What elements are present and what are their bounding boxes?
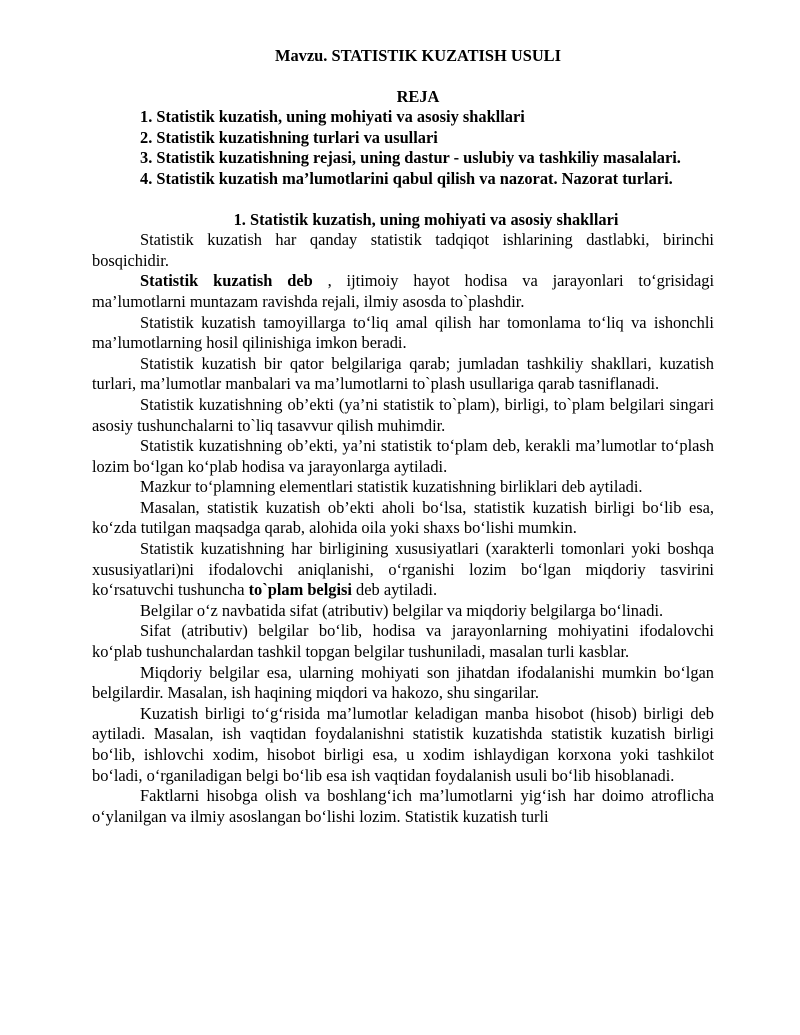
paragraph-3: Statistik kuzatish tamoyillarga to‘liq amal qilish har tomonlama to‘liq va ishonchli ma’lumotlarning hosil qilinishiga imkon beradi. [92,312,714,353]
paragraph-11: Sifat (atributiv) belgilar bo‘lib, hodisa va jarayonlarning mohiyatini ifodalovchi ko‘plab tushunchalardan tashkil topgan belgilar tushuniladi, masalan turli kasblar. [92,621,714,662]
term-plam-belgisi: to`plam belgisi [248,580,352,600]
definition-text: , ijtimoiy hayot hodisa va jarayonlari to‘grisidagi ma’lumotlarni muntazam ravishda rejali, ilmiy asosda to`plashdir. [92,271,714,311]
definition-term: Statistik kuzatish deb [140,271,313,291]
paragraph-5: Statistik kuzatishning ob’ekti (ya’ni statistik to`plam), birligi, to`plam belgilari singari asosiy tushunchalarni to`liq tasavvur qilish muhimdir. [92,394,714,435]
paragraph-13: Kuzatish birligi to‘g‘risida ma’lumotlar keladigan manba hisobot (hisob) birligi deb aytiladi. Masalan, ish vaqtidan foydalanishni statistik kuzatishda statistik kuzatish birligi bo‘lib, ishlovchi xodim, hisobot birligi esa, u xodim ishlaydigan korxona yoki tashkilot bo‘ladi, o‘rganiladigan belgi bo‘lib esa ish vaqtidan foydalanish usuli bo‘lib hisoblanadi. [92,703,714,785]
document-title: Mavzu. STATISTIK KUZATISH USULI [275,46,561,65]
plan-heading: REJA [396,86,440,106]
paragraph-14: Faktlarni hisobga olish va boshlang‘ich ma’lumotlarni yig‘ish har doimo atroflicha o‘ylanilgan va ilmiy asoslangan bo‘lishi lozim. Statistik kuzatish turli [92,786,714,826]
paragraph-9 [92,539,714,601]
plan-item-4: 4. Statistik kuzatish ma’lumotlarini qabul qilish va nazorat. Nazorat turlari. [140,168,673,188]
paragraph-1: Statistik kuzatish har qanday statistik tadqiqot ishlarining dastlabki, birinchi bosqichidir. [92,230,714,270]
plan-item-3: 3. Statistik kuzatishning rejasi, uning dastur - uslubiy va tashkiliy masalalari. [140,148,681,168]
paragraph-12: Miqdoriy belgilar esa, ularning mohiyati son jihatdan ifodalanishi mumkin bo‘lgan belgilardir. Masalan, ish haqining miqdori va hakozo, shu singarilar. [92,662,714,703]
paragraph-9-text: Statistik kuzatishning har birligining xususiyatlari (xarakterli tomonlari yoki boshqa xususiyatlari)ni ifodalovchi aniqlanishi, o‘rganishi lozim bo‘lgan miqdoriy tasvirini ko‘rsatuvchi tushuncha [92,539,714,600]
paragraph-9-end: deb aytiladi. [351,580,438,600]
plan-item-1: 1. Statistik kuzatish, uning mohiyati va asosiy shakllari [140,107,525,127]
section-heading: 1. Statistik kuzatish, uning mohiyati va asosiy shakllari [233,209,619,229]
paragraph-4: Statistik kuzatish bir qator belgilariga qarab; jumladan tashkiliy shakllari, kuzatish turlari, ma’lumotlar manbalari va ma’lumotlarni to`plash usullariga qarab tasniflanadi. [92,353,714,394]
document-body [92,46,714,827]
paragraph-7: Mazkur to‘plamning elementlari statistik kuzatishning birliklari deb aytiladi. [140,477,643,497]
plan-item-2: 2. Statistik kuzatishning turlari va usullari [140,127,438,147]
paragraph-10: Belgilar o‘z navbatida sifat (atributiv) belgilar va miqdoriy belgilarga bo‘linadi. [140,600,664,620]
paragraph-2 [92,271,714,312]
paragraph-8: Masalan, statistik kuzatish ob’ekti aholi bo‘lsa, statistik kuzatish birligi bo‘lib esa, ko‘zda tutilgan maqsadga qarab, alohida oila yoki shaxs bo‘lishi mumkin. [92,497,714,538]
paragraph-6: Statistik kuzatishning ob’ekti, ya’ni statistik to‘plam deb, kerakli ma’lumotlar to‘plash lozim bo‘lgan ko‘plab hodisa va jarayonlarga aytiladi. [92,436,714,476]
